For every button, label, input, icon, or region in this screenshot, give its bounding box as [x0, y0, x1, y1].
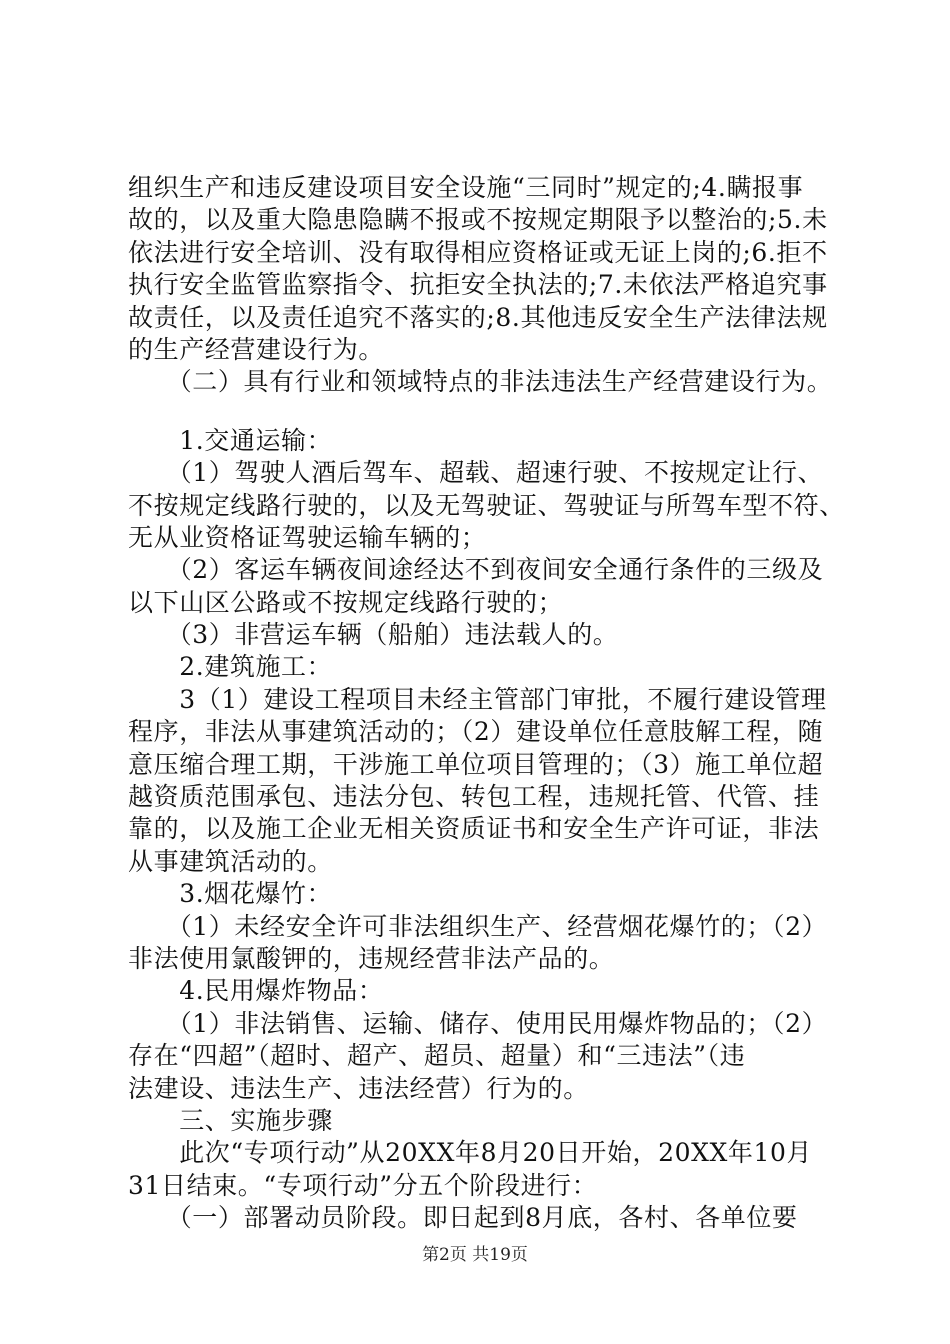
body-line: 越资质范围承包、违法分包、转包工程，违规托管、代管、挂: [128, 782, 820, 812]
subsection-heading: 4.民用爆炸物品：: [128, 976, 384, 1006]
body-line: 以下山区公路或不按规定线路行驶的；: [128, 587, 564, 617]
body-line: 组织生产和违反建设项目安全设施“三同时”规定的;4.瞒报事: [128, 173, 804, 202]
page-footer: [0, 1244, 950, 1266]
paragraph-gap: [128, 399, 840, 425]
body-line: （2）客运车辆夜间途经达不到夜间安全通行条件的三级及: [128, 555, 824, 585]
body-line: 从事建筑活动的。: [128, 846, 333, 876]
subsection-heading: 1.交通运输：: [128, 425, 333, 455]
section-heading: （二）具有行业和领域特点的非法违法生产经营建设行为。: [128, 367, 833, 397]
body-line: （1）非法销售、运输、储存、使用民用爆炸物品的；（2）: [128, 1008, 828, 1038]
body-line: 程序，非法从事建筑活动的；（2）建设单位任意肢解工程，随: [128, 717, 824, 747]
body-line: 无从业资格证驾驶运输车辆的；: [128, 522, 487, 552]
body-line: 不按规定线路行驶的，以及无驾驶证、驾驶证与所驾车型不符、: [128, 490, 845, 520]
body-line: 31日结束。“专项行动”分五个阶段进行：: [128, 1170, 598, 1200]
body-line: （1）驾驶人酒后驾车、超载、超速行驶、不按规定让行、: [128, 458, 824, 488]
body-line: 3（1）建设工程项目未经主管部门审批，不履行建设管理: [128, 684, 827, 714]
body-line: （1）未经安全许可非法组织生产、经营烟花爆竹的；（2）: [128, 911, 828, 941]
body-line: 依法进行安全培训、没有取得相应资格证或无证上岗的;6.拒不: [128, 237, 828, 267]
body-line: 存在“四超”（超时、超产、超员、超量）和“三违法”（违: [128, 1041, 746, 1071]
body-line: 故责任，以及责任追究不落实的;8.其他违反安全生产法律法规: [128, 302, 828, 332]
body-line: 靠的，以及施工企业无相关资质证书和安全生产许可证，非法: [128, 814, 820, 844]
page-number-label: 第2页 共19页: [422, 1245, 528, 1265]
body-line: 法建设、违法生产、违法经营）行为的。: [128, 1073, 589, 1103]
body-line: 此次“专项行动”从20XX年8月20日开始，20XX年10月: [128, 1138, 813, 1168]
section-heading: 三、实施步骤: [128, 1105, 333, 1135]
body-line: 非法使用氯酸钾的，违规经营非法产品的。: [128, 943, 615, 973]
body-line: 的生产经营建设行为。: [128, 334, 385, 364]
document-body: [128, 172, 845, 1235]
subsection-heading: 2.建筑施工：: [128, 652, 333, 682]
body-line: （一）部署动员阶段。即日起到8月底，各村、各单位要: [128, 1203, 798, 1233]
body-line: 执行安全监管监察指令、抗拒安全执法的;7.未依法严格追究事: [128, 270, 828, 300]
body-line: （3）非营运车辆（船舶）违法载人的。: [128, 620, 619, 650]
body-line: 故的，以及重大隐患隐瞒不报或不按规定期限予以整治的;5.未: [128, 205, 828, 235]
subsection-heading: 3.烟花爆竹：: [128, 879, 333, 909]
body-line: 意压缩合理工期，干涉施工单位项目管理的；（3）施工单位超: [128, 749, 824, 779]
